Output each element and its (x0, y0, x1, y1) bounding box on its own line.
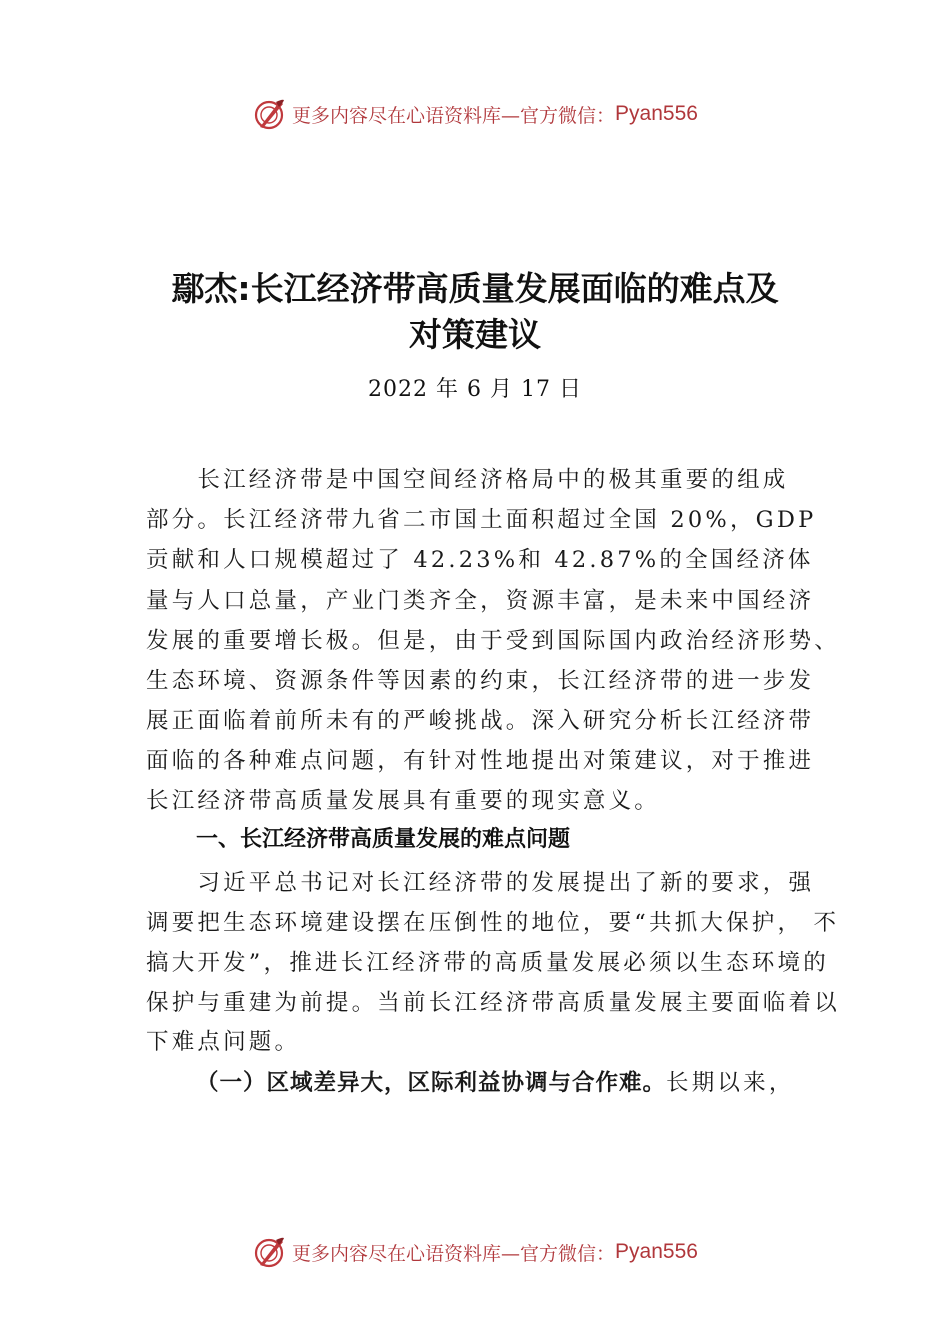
paragraph-2-line: 保护与重建为前提。当前长江经济带高质量发展主要面临着以 (146, 990, 840, 1016)
paragraph-2-line: 搞大开发”，推进长江经济带的高质量发展必须以生态环境的 (146, 950, 829, 976)
document-title-line-1: 鄢杰:长江经济带高质量发展面临的难点及 (171, 269, 779, 308)
paragraph-1-line: 发展的重要增长极。但是，由于受到国际国内政治经济形势、 (146, 628, 840, 654)
paragraph-1-line: 生态环境、资源条件等因素的约束，长江经济带的进一步发 (146, 668, 815, 694)
watermark-wechat-id: Pyan556 (615, 102, 698, 125)
paragraph-2-line: 下难点问题。 (146, 1029, 301, 1055)
watermark-text: 更多内容尽在心语资料库—官方微信： (292, 1242, 616, 1265)
subsection-1-text: 长期以来， (666, 1070, 795, 1096)
watermark-banner-bottom (0, 1232, 950, 1272)
watermark-text: 更多内容尽在心语资料库—官方微信： (292, 104, 616, 127)
paragraph-1-line: 面临的各种难点问题，有针对性地提出对策建议，对于推进 (146, 748, 815, 774)
paragraph-2-line: 调要把生态环境建设摆在压倒性的地位，要“共抓大保护， 不 (146, 910, 840, 936)
paragraph-1-line: 贡献和人口规模超过了 42.23%和 42.87%的全国经济体 (146, 547, 814, 573)
paragraph-1-line: 量与人口总量，产业门类齐全，资源丰富，是未来中国经济 (146, 588, 815, 614)
document-date: 2022 年 6 月 17 日 (368, 377, 582, 402)
quill-logo-icon (252, 97, 286, 131)
section-heading: 一、长江经济带高质量发展的难点问题 (196, 827, 571, 852)
subsection-1-line (196, 1063, 836, 1103)
paragraph-1-line: 长江经济带高质量发展具有重要的现实意义。 (146, 788, 661, 814)
subsection-1-bold-lead: （一）区域差异大，区际利益协调与合作难。 (196, 1070, 667, 1096)
watermark-banner-top (0, 94, 950, 134)
paragraph-1-line: 部分。长江经济带九省二市国土面积超过全国 20%，GDP (146, 507, 817, 533)
paragraph-1-line: 长江经济带是中国空间经济格局中的极其重要的组成 (146, 467, 789, 493)
quill-logo-icon (252, 1235, 286, 1269)
paragraph-2-line: 习近平总书记对长江经济带的发展提出了新的要求，强 (146, 870, 815, 896)
paragraph-1-line: 展正面临着前所未有的严峻挑战。深入研究分析长江经济带 (146, 708, 815, 734)
document-title-line-2: 对策建议 (409, 315, 541, 354)
watermark-wechat-id: Pyan556 (615, 1240, 698, 1263)
